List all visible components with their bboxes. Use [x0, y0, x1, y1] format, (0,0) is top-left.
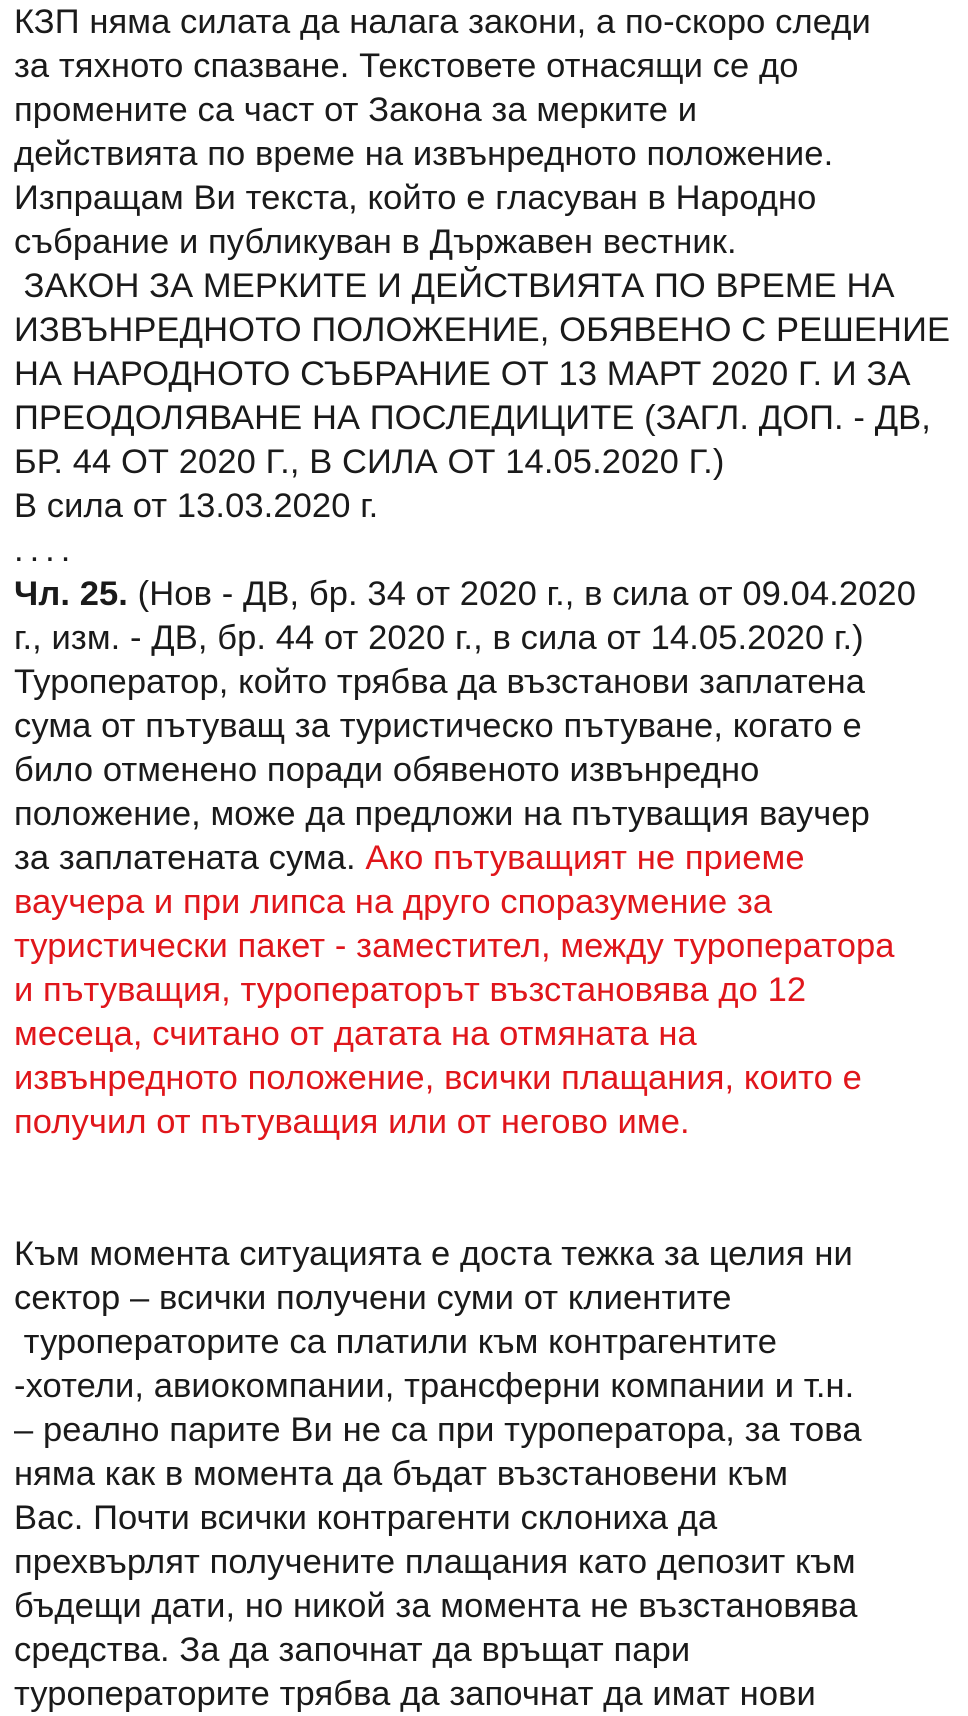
text-line: туроператорите са платили към контрагентите	[14, 1323, 778, 1361]
text-line: прехвърлят получените плащания като депозит към	[14, 1543, 856, 1581]
intro-paragraph	[14, 0, 959, 264]
article-text-line: Туроператор, който трябва да възстанови заплатена	[14, 663, 866, 701]
text-line-cut-off: туроператорите трябва да започнат да имат нови	[14, 1675, 816, 1713]
highlighted-text-line: получил от пътуващия или от негово име.	[14, 1103, 690, 1141]
text-line: КЗП няма силата да налага закони, а по-скоро следи	[14, 3, 871, 41]
highlighted-text-line: ваучера и при липса на друго споразумение за	[14, 883, 773, 921]
law-title-line: ИЗВЪНРЕДНОТО ПОЛОЖЕНИЕ, ОБЯВЕНО С РЕШЕНИЕ	[14, 311, 951, 349]
text-line: промените са част от Закона за мерките и	[14, 91, 698, 129]
text-line: Вас. Почти всички контрагенти склониха да	[14, 1499, 718, 1537]
law-title-line: НА НАРОДНОТО СЪБРАНИЕ ОТ 13 МАРТ 2020 Г. И ЗА	[14, 355, 911, 393]
article-text-line: сума от пътуващ за туристическо пътуване, когато е	[14, 707, 862, 745]
article-25	[14, 572, 959, 1144]
law-title-line: ЗАКОН ЗА МЕРКИТЕ И ДЕЙСТВИЯТА ПО ВРЕМЕ НА	[14, 267, 895, 305]
article-label: Чл. 25.	[14, 575, 128, 613]
text-line: средства. За да започнат да връщат пари	[14, 1631, 691, 1669]
article-text-span: за заплатената сума.	[14, 839, 366, 877]
text-line: няма как в момента да бъдат възстановени към	[14, 1455, 789, 1493]
document-body	[14, 0, 959, 1716]
text-line: действията по време на извънредното положение.	[14, 135, 834, 173]
text-line: Към момента ситуацията е доста тежка за целия ни	[14, 1235, 853, 1273]
law-title	[14, 264, 959, 484]
text-line: -хотели, авиокомпании, трансферни компании и т.н.	[14, 1367, 855, 1405]
in-force-date: В сила от 13.03.2020 г.	[14, 487, 379, 525]
article-text-line: било отменено поради обявеното извънредно	[14, 751, 760, 789]
text-line: бъдещи дати, но никой за момента не възстановява	[14, 1587, 858, 1625]
text-line: за тяхното спазване. Текстовете отнасящи се до	[14, 47, 799, 85]
highlighted-text-line: туристически пакет - заместител, между туроператора	[14, 927, 895, 965]
text-line: сектор – всички получени суми от клиентите	[14, 1279, 732, 1317]
text-line: Изпращам Ви текста, който е гласуван в Народно	[14, 179, 817, 217]
highlighted-text-line: месеца, считано от датата на отмяната на	[14, 1015, 697, 1053]
article-amendment-line: г., изм. - ДВ, бр. 44 от 2020 г., в сила от 14.05.2020 г.)	[14, 619, 864, 657]
article-text-line: положение, може да предложи на пътуващия ваучер	[14, 795, 870, 833]
highlighted-text-span: Ако пътуващият не приеме	[365, 839, 805, 877]
paragraph-gap	[14, 1144, 959, 1232]
law-title-line: ПРЕОДОЛЯВАНЕ НА ПОСЛЕДИЦИТЕ (ЗАГЛ. ДОП. - ДВ,	[14, 399, 931, 437]
closing-paragraph	[14, 1232, 959, 1716]
text-line: събрание и публикуван в Държавен вестник.	[14, 223, 737, 261]
highlighted-text-line: извънредното положение, всички плащания, които е	[14, 1059, 862, 1097]
ellipsis-separator: ....	[14, 531, 77, 569]
law-title-line: БР. 44 ОТ 2020 Г., В СИЛА ОТ 14.05.2020 Г.)	[14, 443, 725, 481]
article-header-line	[14, 572, 959, 616]
article-mixed-line	[14, 836, 959, 880]
text-line: – реално парите Ви не са при туроператора, за това	[14, 1411, 862, 1449]
article-amendment-note: (Нов - ДВ, бр. 34 от 2020 г., в сила от 09.04.2020	[128, 575, 916, 613]
highlighted-text-line: и пътуващия, туроператорът възстановява до 12	[14, 971, 807, 1009]
